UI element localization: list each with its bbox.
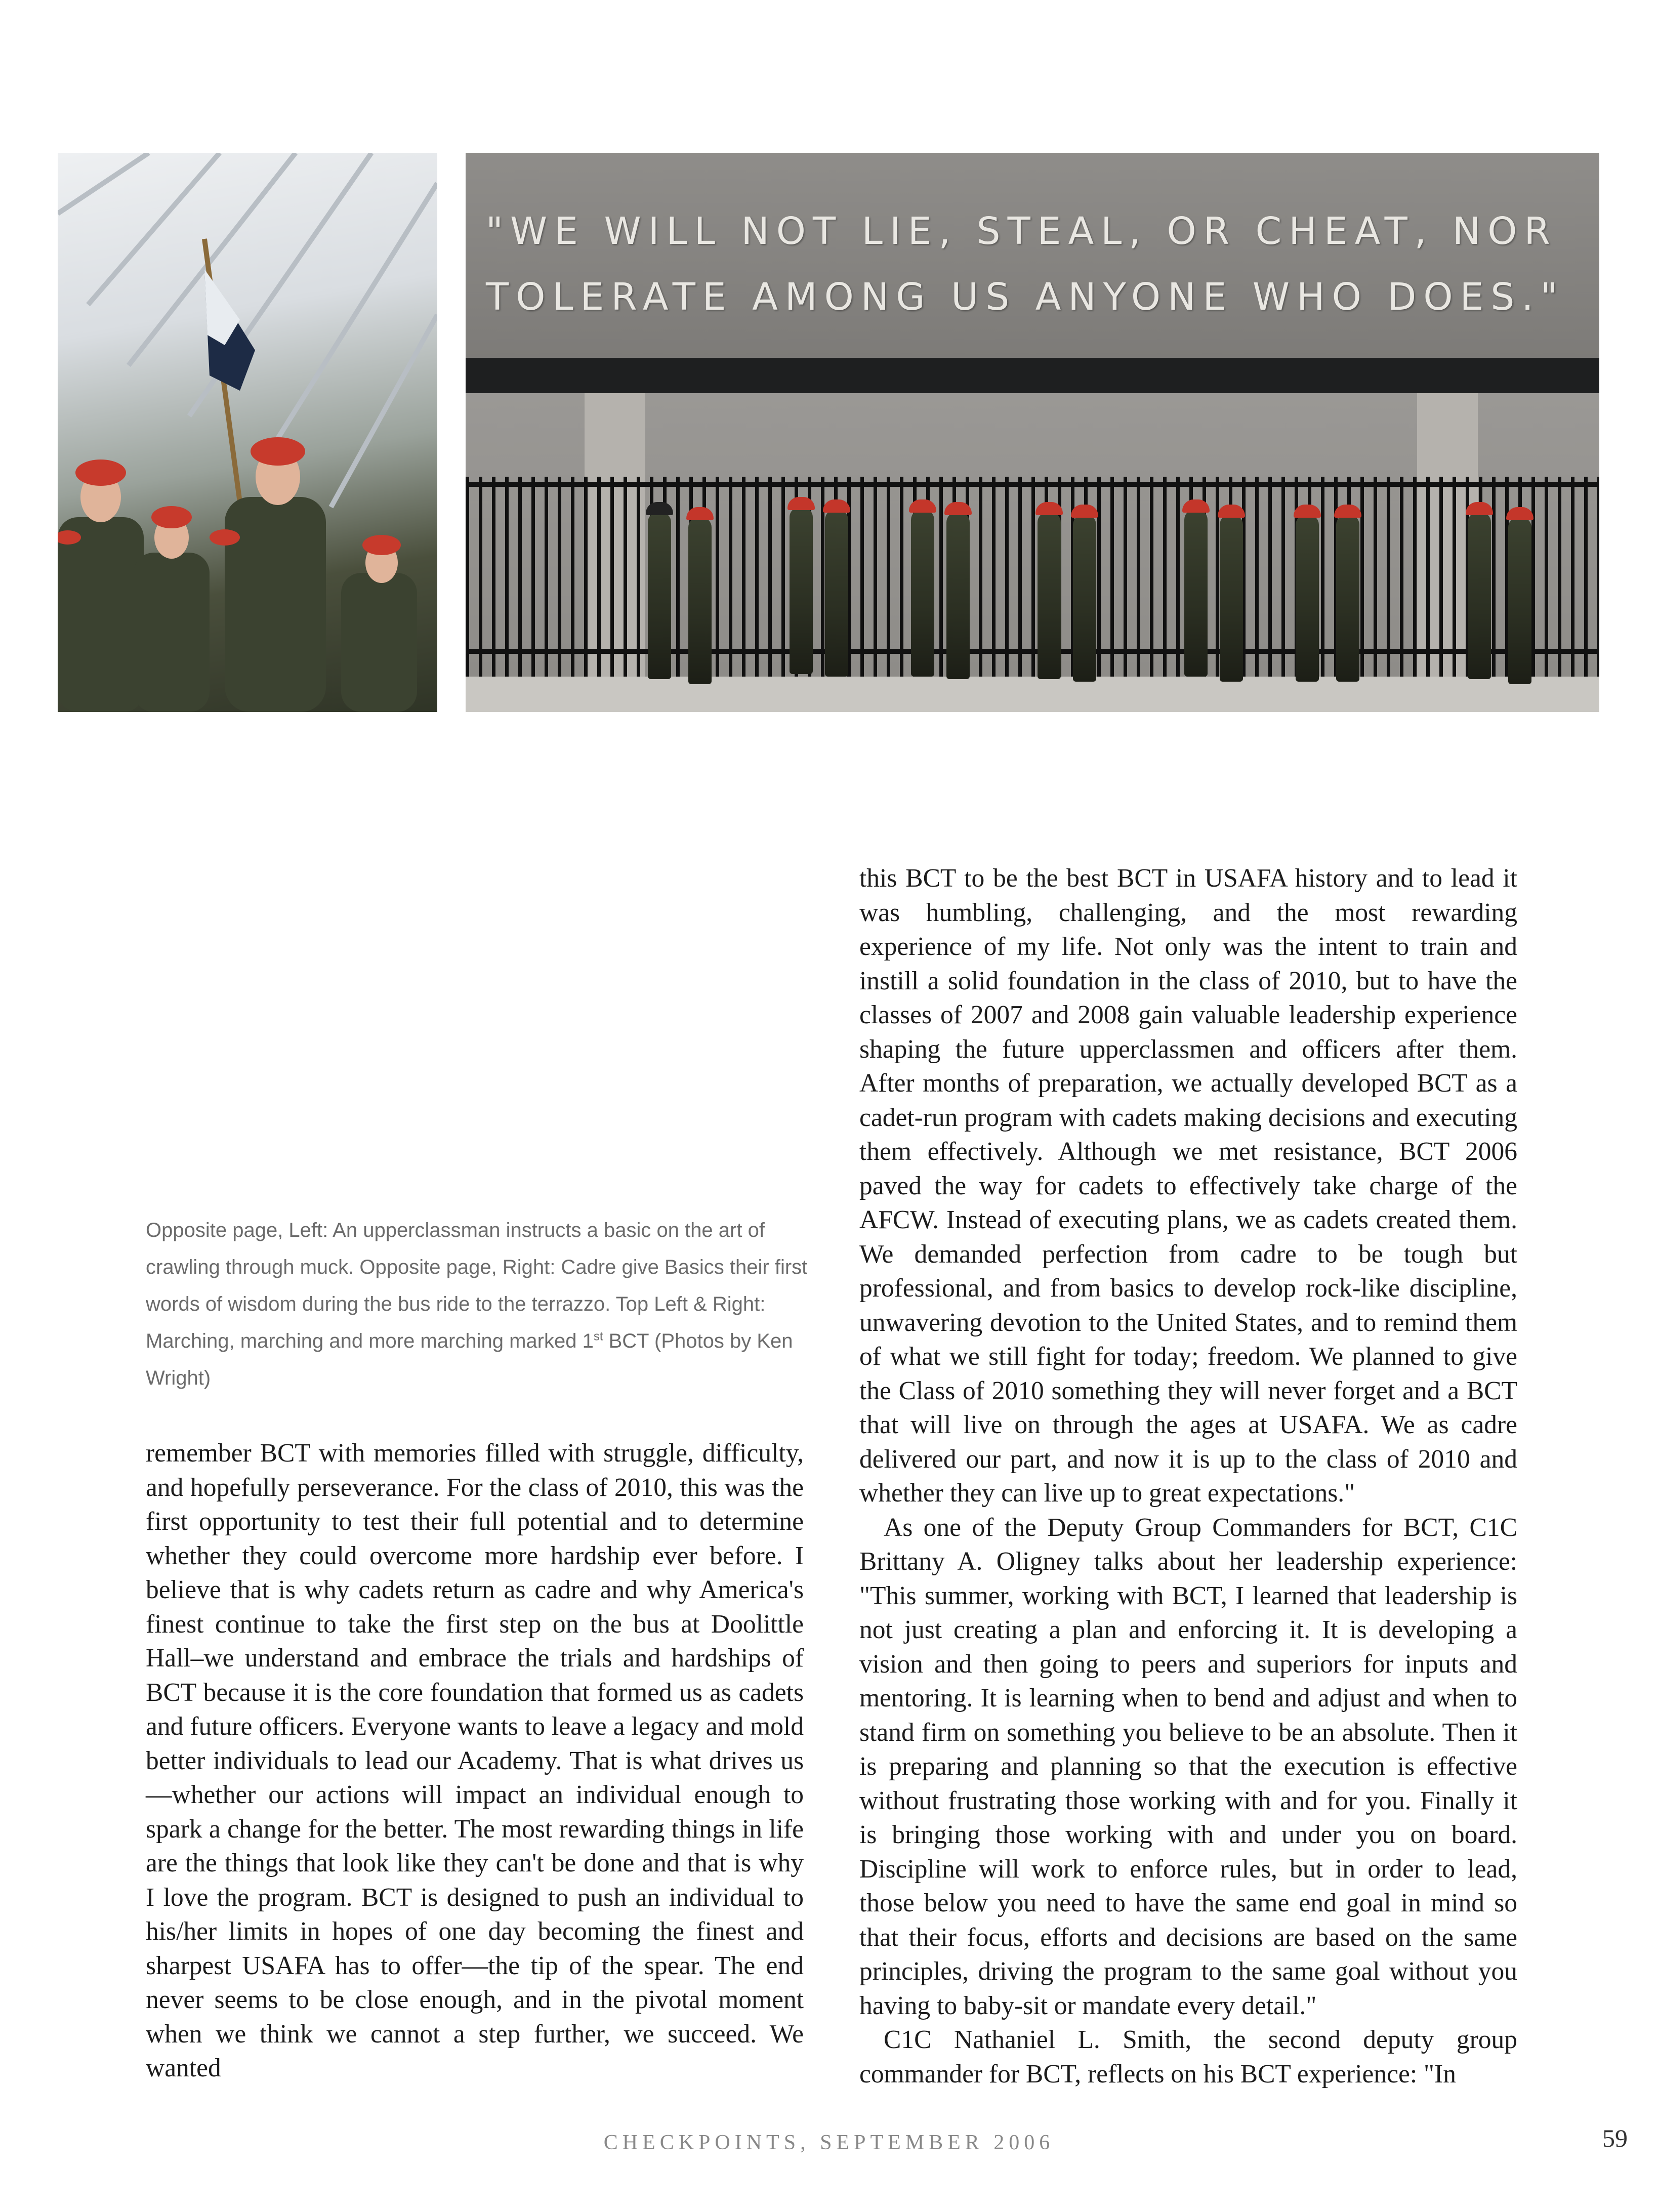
marching-cadet xyxy=(1220,515,1243,682)
photo-caption xyxy=(146,1212,834,1397)
marching-cadet xyxy=(1468,512,1491,679)
fence-rail xyxy=(466,482,1599,487)
marching-cadet xyxy=(1296,515,1319,682)
paragraph: C1C Nathaniel L. Smith, the second deputy group commander for BCT, reflects on his BCT experience: "In xyxy=(859,2025,1517,2089)
fence-rail xyxy=(466,649,1599,654)
paragraph: As one of the Deputy Group Commanders for BCT, C1C Brittany A. Oligney talks about her leadership experience: "This summer, working with BCT, I learned that leadership is not just creating a plan and enforcing it. It is developing a vision and then going to peers and superiors for inputs and mentoring. It is learning when to bend and adjust and when to stand firm on something you believe to be an absolute. Then it is preparing and planning so that the execution is effective without frustrating those working with and for you. Finally it is bringing those working with and under you on board. Discipline will work to enforce rules, but in order to lead, those below you need to have the same end goal in mind so that their focus, efforts and decisions are based on the same principles, driving the program to the same goal without you having to baby-sit or mandate every detail." xyxy=(859,1513,1517,2020)
marching-cadet xyxy=(1184,510,1208,677)
marching-cadet xyxy=(1508,517,1531,684)
article-column-left xyxy=(146,1436,804,2085)
marching-cadet xyxy=(1073,515,1096,682)
pavement xyxy=(466,677,1599,712)
caption-text: Opposite page, Left: An upperclassman instructs a basic on the art of crawling through muck. Opposite page, Right: Cadre give Basics their first words of wisdom during the bus ride to the terrazzo. Top Left & Right: Marching, marching and more marching marked 1 xyxy=(146,1219,808,1352)
page-number: 59 xyxy=(1602,2124,1628,2152)
photo-cadets-with-flag xyxy=(58,153,437,712)
honor-code-inscription: "WE WILL NOT LIE, STEAL, OR CHEAT, NOR TOLERATE AMONG US ANYONE WHO DOES." xyxy=(486,210,1565,319)
marching-cadet xyxy=(790,507,813,674)
photo-left-illustration xyxy=(58,153,437,712)
marching-cadet xyxy=(648,512,671,679)
caption-credit: BCT (Photos by Ken Wright) xyxy=(146,1330,793,1389)
marching-cadet xyxy=(1336,515,1359,682)
marching-cadet xyxy=(911,510,934,677)
marching-cadet xyxy=(688,517,712,684)
paragraph: this BCT to be the best BCT in USAFA history and to lead it was humbling, challenging, and the most rewarding experience of my life. Not only was the intent to train and instill a solid foundation in the class of 2010, but to have the classes of 2007 and 2008 gain valuable leadership experience shaping the future upperclassmen and officers after them. After months of preparation, we actually developed BCT as a cadet-run program with cadets making decisions and executing them effectively. Although we met resistance, BCT 2006 paved the way for cadets to effectively take charge of the AFCW. Instead of executing plans, we as cadets created them. We demanded perfection from cadre to be tough but professional, and from basics to develop rock-like discipline, unwavering devotion to the United States, and to remind them of what we still fight for today; freedom. We planned to give the Class of 2010 something they will never forget and a BCT that will live on through the ages at USAFA. We as cadre delivered our part, and now it is up to the class of 2010 and whether they can live up to great expectations." xyxy=(859,864,1517,1508)
running-footer: CHECKPOINTS, SEPTEMBER 2006 xyxy=(603,2131,1055,2154)
paragraph: remember BCT with memories filled with struggle, difficulty, and hopefully perseverance. For the class of 2010, this was the first opportunity to test their full potential and to determine whether they could overcome more hardship ever before. I believe that is why cadets return as cadre and why America's finest continue to take the first step on the bus at Doolittle Hall–we understand and embrace the trials and hardships of BCT because it is the core foundation that formed us as cadets and future officers. Everyone wants to leave a legacy and mold better individuals to lead our Academy. That is what drives us—whether our actions will impact an individual enough to spark a change for the better. The most rewarding things in life are the things that look like they can't be done and that is why I love the program. BCT is designed to push an individual to his/her limits in hopes of one day becoming the finest and sharpest USAFA has to offer—the tip of the spear. The end never seems to be close enough, and in the pivotal moment when we think we cannot a step further, we succeed. We wanted xyxy=(146,1439,804,2082)
iron-fence xyxy=(466,477,1599,677)
marching-cadet xyxy=(946,512,970,679)
article-column-right xyxy=(859,861,1517,2091)
marching-cadet xyxy=(825,510,848,677)
dark-lintel xyxy=(466,358,1599,393)
marching-cadet xyxy=(1038,512,1061,679)
photo-honor-code-wall xyxy=(466,153,1599,712)
caption-superscript: st xyxy=(593,1329,603,1344)
